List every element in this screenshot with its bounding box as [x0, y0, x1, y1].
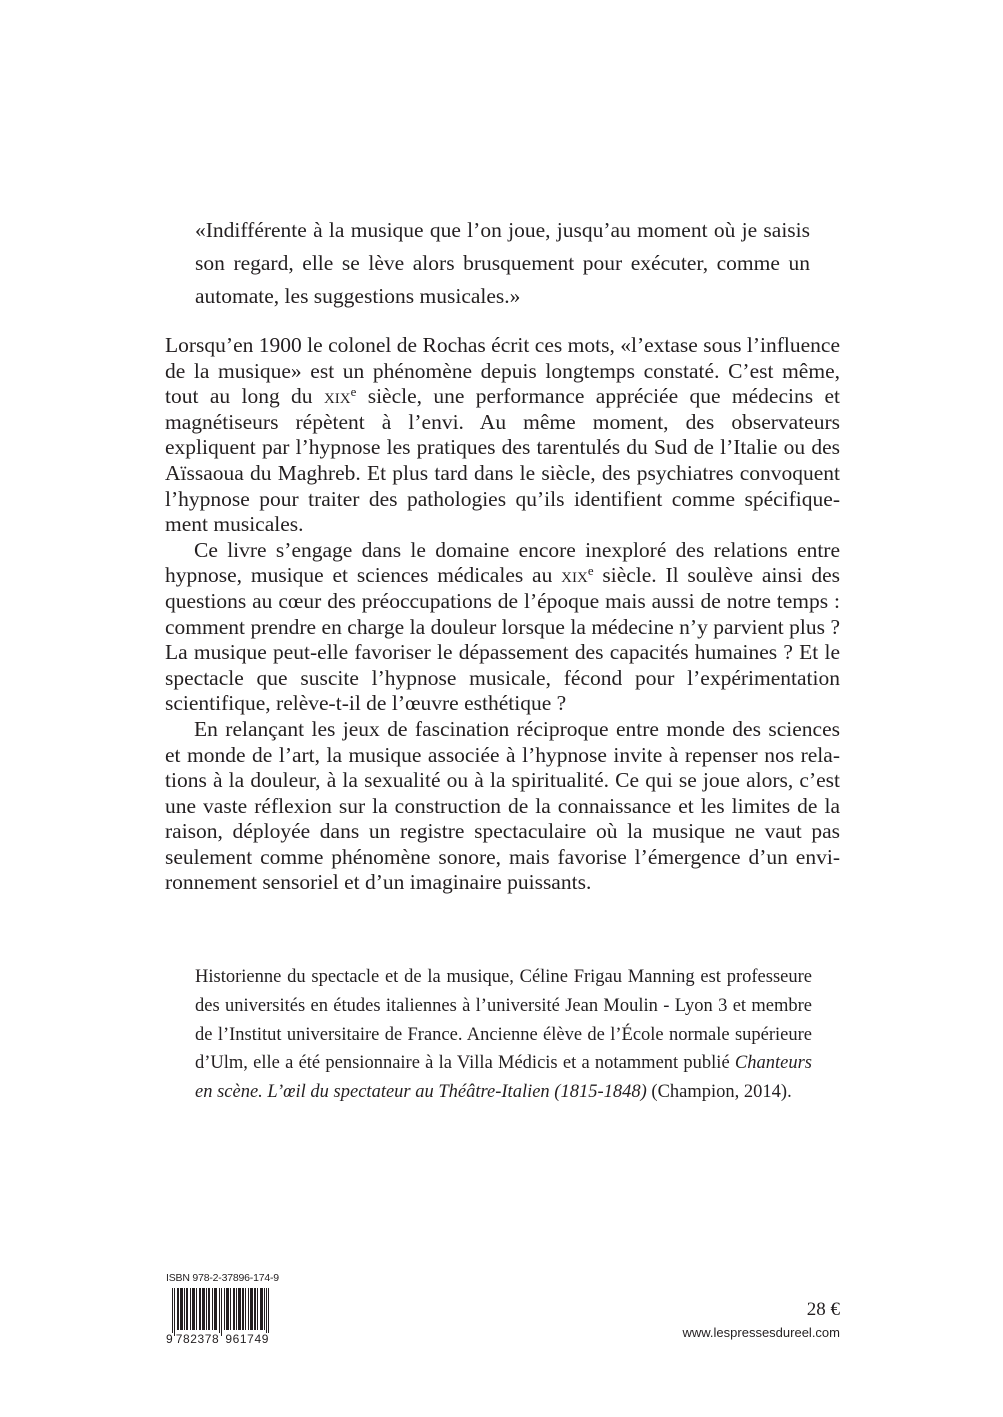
publisher-website: www.lespressesdureel.com	[682, 1325, 840, 1340]
book-title: Chanteurs en scène. L’œil du spectateur au Théâtre-Italien (1815-1848)	[195, 1053, 812, 1103]
superscript: e	[350, 385, 357, 400]
bio-text: Historienne du spectacle et de la musique, Céline Frigau Manning est professeure des universités en études italiennes à l’université Jean Moulin - Lyon 3 et membre de l’Institut universitaire de France. Ancienne élève de l’École normale supérieure d’Ulm, elle a été pensionnaire à la Villa Médicis et a notamment publié	[195, 967, 812, 1074]
blurb	[165, 333, 840, 896]
isbn-label: ISBN 978-2-37896-174-9	[166, 1272, 279, 1284]
barcode-digits	[165, 1333, 277, 1345]
blurb-paragraph-1	[165, 333, 840, 538]
bio-text: (Champion, 2014).	[646, 1082, 792, 1103]
barcode-digits-left: 782378	[175, 1332, 220, 1346]
price: 28 €	[806, 1299, 840, 1320]
blurb-text: siècle. Il soulève ainsi des questions au cœur des préoccupations de l’époque mais aussi de notre temps : comment prendre en charge la douleur lorsque la médecine n’y parvient plus ? La musique peut-elle favoriser le dépassement des capacités humaines ? Et le spectacle que suscite l’hypnose musicale, fécond pour l’expérimentation scientifique, relève-t-il de l’œuvre esthétique ?	[165, 563, 840, 716]
author-bio-text	[195, 963, 812, 1107]
isbn-block	[166, 1272, 279, 1346]
epigraph-quote	[195, 214, 810, 313]
barcode	[166, 1288, 272, 1346]
barcode-bars-icon	[172, 1288, 272, 1336]
barcode-digit-first: 9	[166, 1332, 173, 1346]
blurb-text: siècle, une performance appréciée que médecins et magnétiseurs répètent à l’envi. Au même moment, des observateurs expliquent par l’hypnose les pratiques des tarentulés du Sud de l’Italie ou des Aïssaoua du Maghreb. Et plus tard dans le siècle, des psychiatres convoquent l’hypnose pour traiter des pathologies qu’ils identifient comme spécifiquement musicales.	[165, 384, 840, 537]
epigraph-text: «Indifférente à la musique que l’on joue, jusqu’au moment où je saisis son regard, elle se lève alors brusquement pour exécuter, comme un automate, les suggestions musicales.»	[195, 218, 810, 308]
blurb-paragraph-2	[165, 538, 840, 717]
author-bio	[195, 963, 812, 1107]
blurb-text: Ce livre s’engage dans le domaine encore inexploré des relations entre hypnose, musique et sciences médicales au	[165, 537, 840, 588]
century-numeral: xix	[561, 563, 588, 588]
century-numeral: xix	[323, 384, 351, 409]
superscript: e	[587, 564, 594, 579]
barcode-digits-right: 961749	[225, 1332, 269, 1346]
blurb-paragraph-3: En relançant les jeux de fascination réciproque entre monde des sciences et monde de l’art, la musique associée à l’hypnose invite à repenser nos relations à la douleur, à la sexualité ou à la spiritualité. Ce qui se joue alors, c’est une vaste réflexion sur la construction de la connaissance et les limites de la raison, déployée dans un registre spectaculaire où la musique ne vaut pas seulement comme phénomène sonore, mais favorise l’émergence d’un environnement sensoriel et d’un imaginaire puissants.	[165, 716, 840, 895]
blurb-text: Lorsqu’en 1900 le colonel de Rochas écrit ces mots, «l’extase sous l’influence de la musique» est un phénomène depuis longtemps constaté. C’est même, tout au long du	[165, 333, 840, 409]
